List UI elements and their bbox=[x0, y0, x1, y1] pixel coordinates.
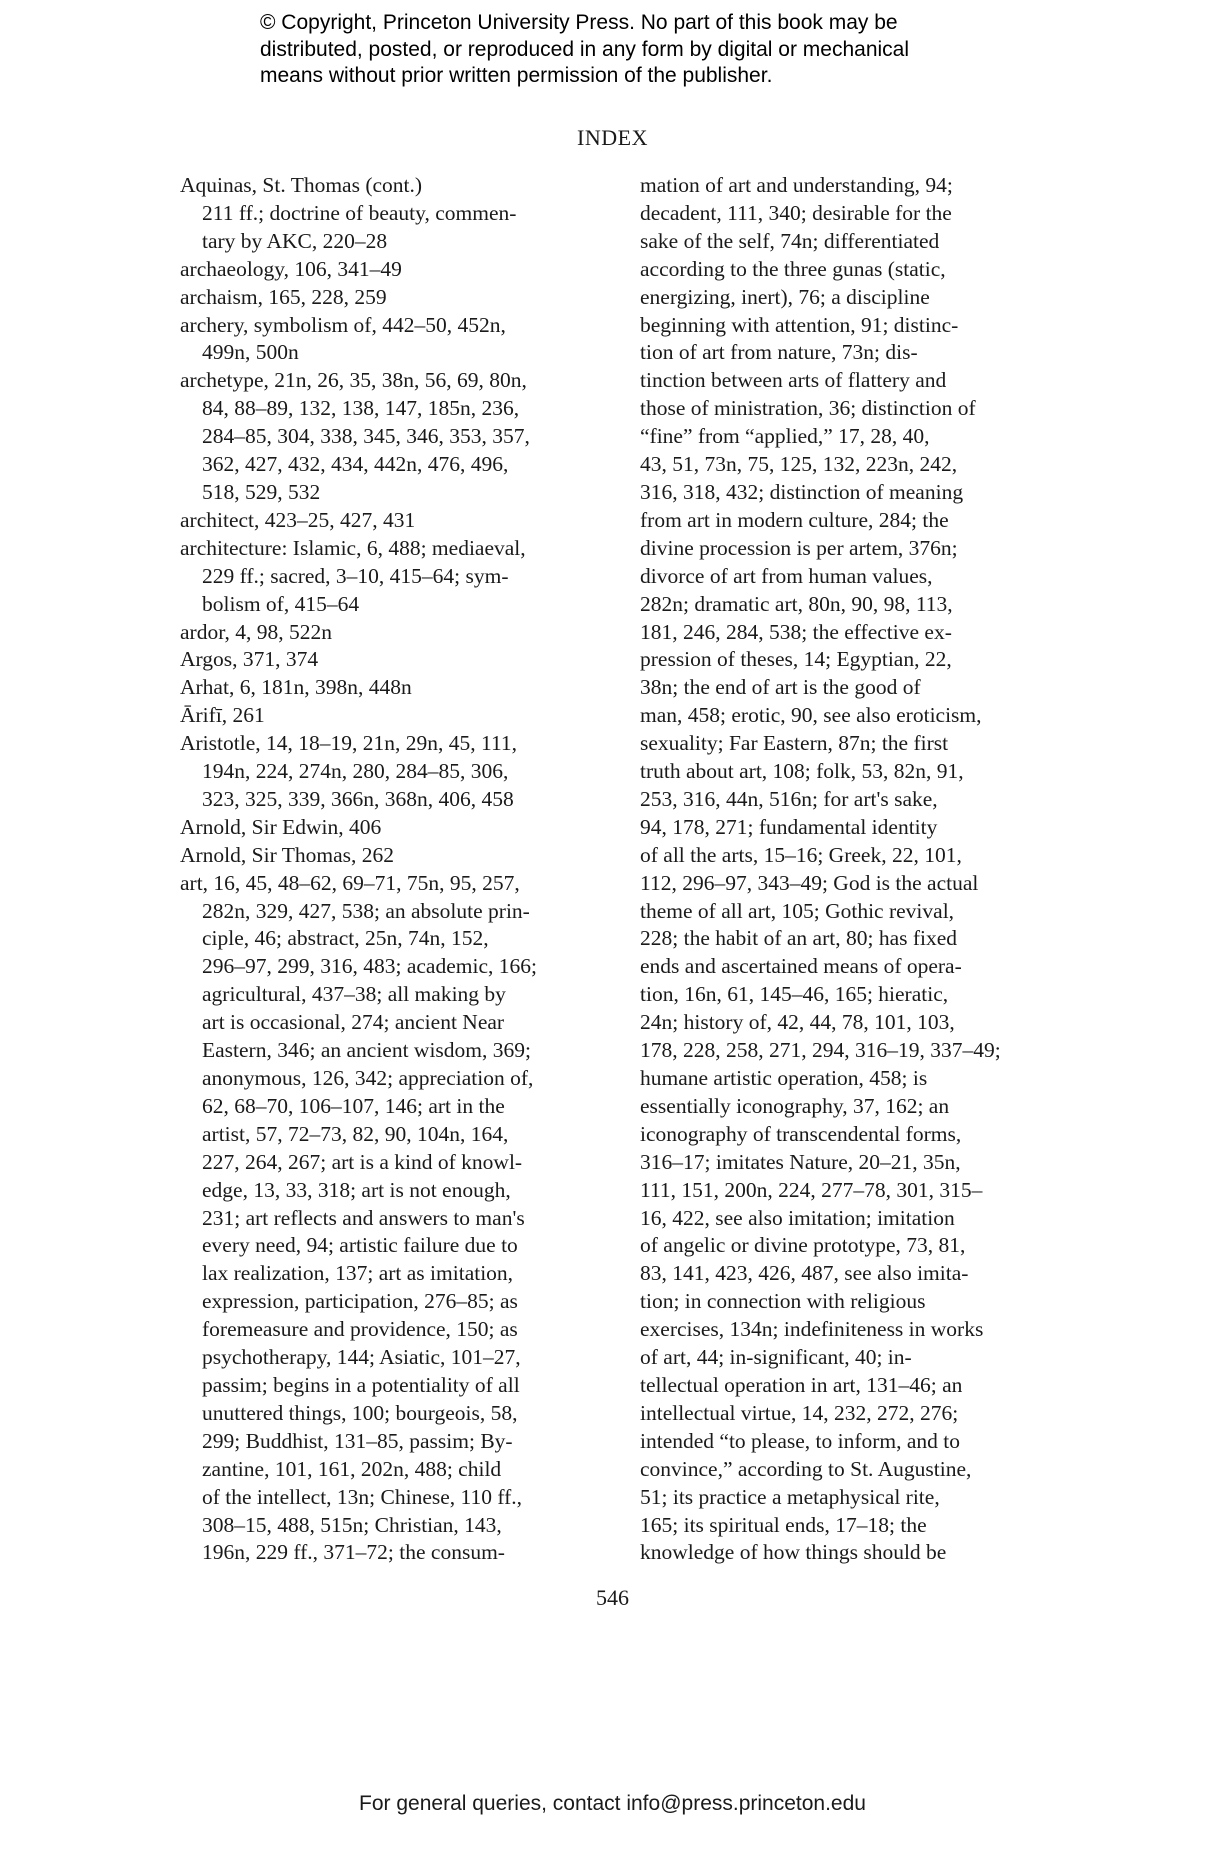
index-line: tinction between arts of flattery and bbox=[640, 368, 947, 393]
index-line: tellectual operation in art, 131–46; an bbox=[640, 1372, 963, 1397]
index-line: 282n, 329, 427, 538; an absolute prin- bbox=[202, 898, 530, 923]
index-line: 316–17; imitates Nature, 20–21, 35n, bbox=[640, 1149, 961, 1174]
index-line: 316, 318, 432; distinction of meaning bbox=[640, 479, 964, 504]
index-line: essentially iconography, 37, 162; an bbox=[640, 1093, 950, 1118]
index-line: agricultural, 437–38; all making by bbox=[202, 982, 506, 1007]
index-line: Argos, 371, 374 bbox=[180, 647, 319, 672]
index-line: architecture: Islamic, 6, 488; mediaeval, bbox=[180, 535, 526, 560]
index-line: Arnold, Sir Edwin, 406 bbox=[180, 814, 382, 839]
index-line: art, 16, 45, 48–62, 69–71, 75n, 95, 257, bbox=[180, 870, 520, 895]
index-line: Ārifī, 261 bbox=[180, 703, 265, 728]
index-line: 518, 529, 532 bbox=[202, 479, 321, 504]
index-line: truth about art, 108; folk, 53, 82n, 91, bbox=[640, 759, 964, 784]
index-line: bolism of, 415–64 bbox=[202, 591, 360, 616]
index-line: energizing, inert), 76; a discipline bbox=[640, 284, 930, 309]
index-line: foremeasure and providence, 150; as bbox=[202, 1317, 518, 1342]
index-line: lax realization, 137; art as imitation, bbox=[202, 1261, 514, 1286]
index-line: expression, participation, 276–85; as bbox=[202, 1289, 518, 1314]
index-line: intended “to please, to inform, and to bbox=[640, 1428, 961, 1453]
index-line: 62, 68–70, 106–107, 146; art in the bbox=[202, 1093, 505, 1118]
index-line: 24n; history of, 42, 44, 78, 101, 103, bbox=[640, 1010, 955, 1035]
index-line: 284–85, 304, 338, 345, 346, 353, 357, bbox=[202, 424, 530, 449]
index-line: 181, 246, 284, 538; the effective ex- bbox=[640, 619, 952, 644]
index-line: mation of art and understanding, 94; bbox=[640, 173, 953, 197]
index-line: 165; its spiritual ends, 17–18; the bbox=[640, 1512, 927, 1537]
running-head: INDEX bbox=[577, 125, 648, 150]
footer-contact: For general queries, contact info@press.princeton.edu bbox=[359, 1792, 866, 1815]
index-line: ardor, 4, 98, 522n bbox=[180, 619, 333, 644]
index-line: 296–97, 299, 316, 483; academic, 166; bbox=[202, 954, 537, 979]
index-line: 94, 178, 271; fundamental identity bbox=[640, 814, 938, 839]
index-line: beginning with attention, 91; distinc- bbox=[640, 312, 959, 337]
index-line: archery, symbolism of, 442–50, 452n, bbox=[180, 312, 506, 337]
index-line: 228; the habit of an art, 80; has fixed bbox=[640, 926, 958, 951]
index-line: artist, 57, 72–73, 82, 90, 104n, 164, bbox=[202, 1121, 509, 1146]
index-line: tion; in connection with religious bbox=[640, 1289, 926, 1314]
index-line: 229 ff.; sacred, 3–10, 415–64; sym- bbox=[202, 563, 509, 588]
index-line: of all the arts, 15–16; Greek, 22, 101, bbox=[640, 842, 962, 867]
index-line: theme of all art, 105; Gothic revival, bbox=[640, 898, 955, 923]
index-line: 111, 151, 200n, 224, 277–78, 301, 315– bbox=[640, 1177, 983, 1202]
index-column-left bbox=[180, 172, 600, 1567]
index-line: 227, 264, 267; art is a kind of knowl- bbox=[202, 1149, 523, 1174]
index-line: 178, 228, 258, 271, 294, 316–19, 337–49; bbox=[640, 1038, 1001, 1063]
index-line: tion, 16n, 61, 145–46, 165; hieratic, bbox=[640, 982, 949, 1007]
index-line: 211 ff.; doctrine of beauty, commen- bbox=[202, 200, 517, 225]
copyright-line: © Copyright, Princeton University Press. No part of this book may be bbox=[260, 11, 898, 34]
index-line: of the intellect, 13n; Chinese, 110 ff., bbox=[202, 1484, 523, 1509]
copyright-notice bbox=[260, 10, 1060, 90]
page-number: 546 bbox=[596, 1585, 629, 1610]
index-line: Eastern, 346; an ancient wisdom, 369; bbox=[202, 1038, 531, 1063]
index-line: 84, 88–89, 132, 138, 147, 185n, 236, bbox=[202, 396, 520, 421]
index-line: 231; art reflects and answers to man's bbox=[202, 1205, 525, 1230]
index-line: sexuality; Far Eastern, 87n; the first bbox=[640, 731, 949, 756]
index-line: pression of theses, 14; Egyptian, 22, bbox=[640, 647, 952, 672]
index-line: ciple, 46; abstract, 25n, 74n, 152, bbox=[202, 926, 489, 951]
index-line: Arnold, Sir Thomas, 262 bbox=[180, 842, 395, 867]
index-line: intellectual virtue, 14, 232, 272, 276; bbox=[640, 1400, 959, 1425]
index-column-right bbox=[640, 172, 1060, 1567]
index-line: from art in modern culture, 284; the bbox=[640, 507, 949, 532]
index-line: of angelic or divine prototype, 73, 81, bbox=[640, 1233, 966, 1258]
index-line: 38n; the end of art is the good of bbox=[640, 675, 921, 700]
index-line: knowledge of how things should be bbox=[640, 1540, 947, 1565]
index-line: “fine” from “applied,” 17, 28, 40, bbox=[640, 424, 930, 449]
copyright-line: distributed, posted, or reproduced in any form by digital or mechanical bbox=[260, 37, 910, 61]
index-line: passim; begins in a potentiality of all bbox=[202, 1372, 520, 1397]
index-line: decadent, 111, 340; desirable for the bbox=[640, 200, 952, 225]
index-line: convince,” according to St. Augustine, bbox=[640, 1456, 972, 1481]
index-line: 499n, 500n bbox=[202, 340, 299, 365]
index-line: Aristotle, 14, 18–19, 21n, 29n, 45, 111, bbox=[180, 731, 518, 756]
index-line: every need, 94; artistic failure due to bbox=[202, 1233, 518, 1258]
index-line: 362, 427, 432, 434, 442n, 476, 496, bbox=[202, 452, 509, 477]
index-line: divine procession is per artem, 376n; bbox=[640, 535, 958, 560]
index-line: edge, 13, 33, 318; art is not enough, bbox=[202, 1177, 511, 1202]
index-line: ends and ascertained means of opera- bbox=[640, 954, 962, 979]
index-line: archaism, 165, 228, 259 bbox=[180, 284, 387, 309]
index-line: psychotherapy, 144; Asiatic, 101–27, bbox=[202, 1345, 521, 1370]
index-line: Aquinas, St. Thomas (cont.) bbox=[180, 173, 423, 197]
index-line: sake of the self, 74n; differentiated bbox=[640, 228, 940, 253]
copyright-line: means without prior written permission of the publisher. bbox=[260, 64, 773, 87]
index-line: divorce of art from human values, bbox=[640, 563, 933, 588]
index-line: 83, 141, 423, 426, 487, see also imita- bbox=[640, 1261, 969, 1286]
index-line: tion of art from nature, 73n; dis- bbox=[640, 340, 918, 365]
index-line: man, 458; erotic, 90, see also eroticism, bbox=[640, 703, 982, 728]
index-line: those of ministration, 36; distinction of bbox=[640, 396, 976, 421]
index-line: unuttered things, 100; bourgeois, 58, bbox=[202, 1400, 518, 1425]
index-line: archetype, 21n, 26, 35, 38n, 56, 69, 80n, bbox=[180, 368, 527, 393]
index-line: architect, 423–25, 427, 431 bbox=[180, 507, 416, 532]
index-line: 43, 51, 73n, 75, 125, 132, 223n, 242, bbox=[640, 452, 958, 477]
index-line: of art, 44; in-significant, 40; in- bbox=[640, 1345, 912, 1370]
index-line: Arhat, 6, 181n, 398n, 448n bbox=[180, 675, 412, 700]
index-line: 16, 422, see also imitation; imitation bbox=[640, 1205, 955, 1230]
index-line: archaeology, 106, 341–49 bbox=[180, 256, 402, 281]
index-line: iconography of transcendental forms, bbox=[640, 1121, 962, 1146]
index-line: 299; Buddhist, 131–85, passim; By- bbox=[202, 1428, 513, 1453]
index-line: 308–15, 488, 515n; Christian, 143, bbox=[202, 1512, 502, 1537]
index-line: 253, 316, 44n, 516n; for art's sake, bbox=[640, 786, 938, 811]
index-line: anonymous, 126, 342; appreciation of, bbox=[202, 1066, 534, 1090]
index-line: humane artistic operation, 458; is bbox=[640, 1066, 928, 1090]
index-line: exercises, 134n; indefiniteness in works bbox=[640, 1317, 984, 1342]
index-line: zantine, 101, 161, 202n, 488; child bbox=[202, 1456, 502, 1481]
index-line: tary by AKC, 220–28 bbox=[202, 228, 388, 253]
index-line: 51; its practice a metaphysical rite, bbox=[640, 1484, 940, 1509]
index-line: 282n; dramatic art, 80n, 90, 98, 113, bbox=[640, 591, 953, 616]
index-line: 194n, 224, 274n, 280, 284–85, 306, bbox=[202, 759, 509, 784]
index-line: art is occasional, 274; ancient Near bbox=[202, 1010, 505, 1035]
index-line: 323, 325, 339, 366n, 368n, 406, 458 bbox=[202, 786, 514, 811]
index-line: according to the three gunas (static, bbox=[640, 256, 946, 281]
index-line: 112, 296–97, 343–49; God is the actual bbox=[640, 870, 979, 895]
index-line: 196n, 229 ff., 371–72; the consum- bbox=[202, 1540, 505, 1565]
